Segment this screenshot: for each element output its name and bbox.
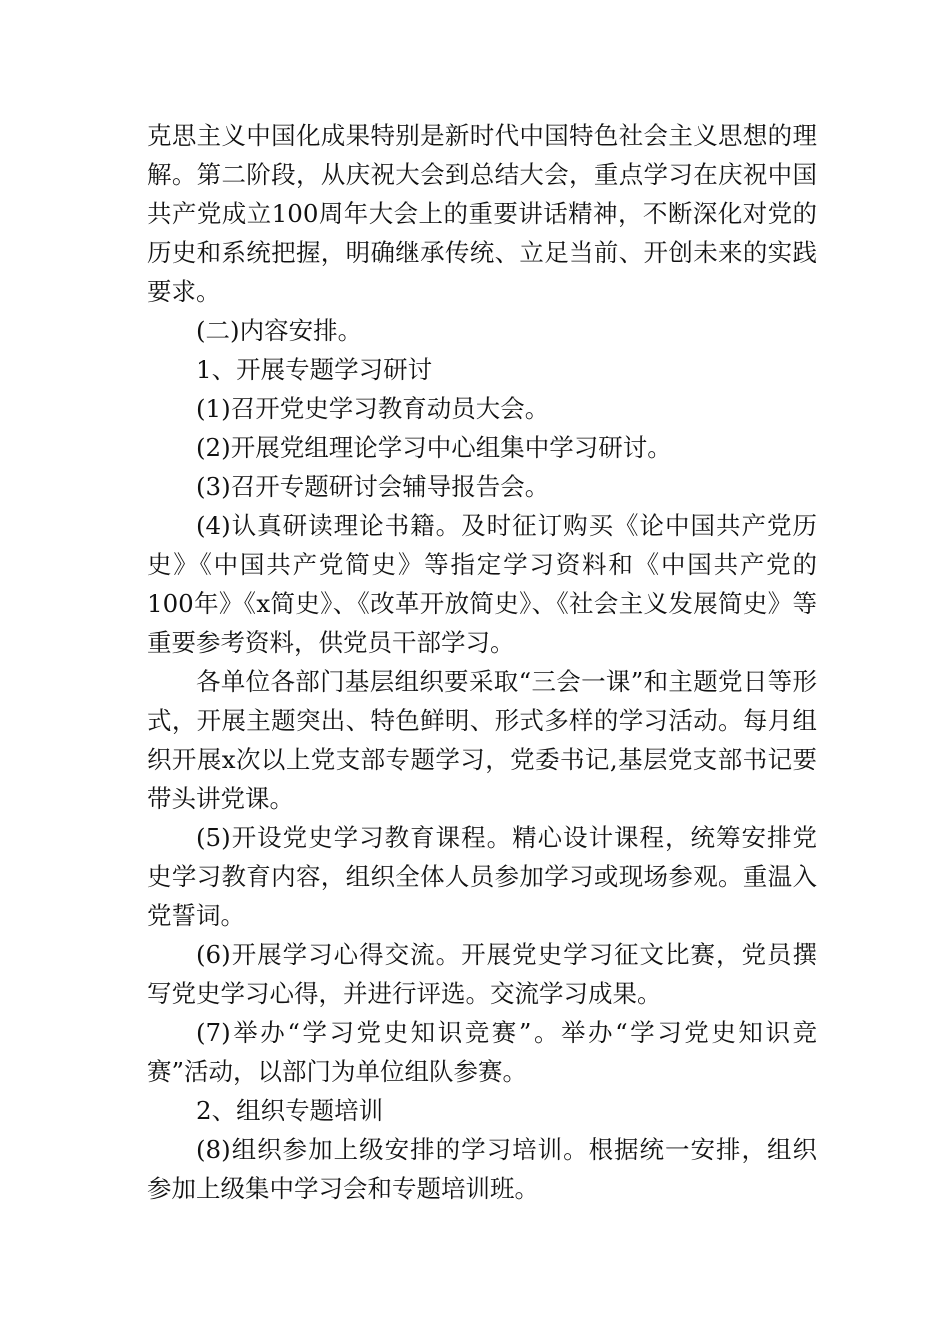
list-item-3: (3)召开专题研讨会辅导报告会。: [196, 472, 550, 501]
paragraph-grassroots-activities: 各单位各部门基层组织要采取“三会一课”和主题党日等形式，开展主题突出、特色鲜明、形式多样的学习活动。每月组织开展x次以上党支部专题学习，党委书记,基层党支部书记要带头讲党课。: [147, 667, 817, 813]
subheading-thematic-study: 1、开展专题学习研讨: [196, 355, 433, 384]
paragraph-intro-continuation: 克思主义中国化成果特别是新时代中国特色社会主义思想的理解。第二阶段，从庆祝大会到总结大会，重点学习在庆祝中国共产党成立100周年大会上的重要讲话精神，不断深化对党的历史和系统把握，明确继承传统、立足当前、开创未来的实践要求。: [147, 121, 817, 306]
list-item-8: (8)组织参加上级安排的学习培训。根据统一安排，组织参加上级集中学习会和专题培训班。: [147, 1135, 817, 1203]
list-item-1: (1)召开党史学习教育动员大会。: [196, 394, 550, 423]
list-item-6: (6)开展学习心得交流。开展党史学习征文比赛，党员撰写党史学习心得，并进行评选。交流学习成果。: [147, 940, 817, 1008]
list-item-2: (2)开展党组理论学习中心组集中学习研讨。: [196, 433, 672, 462]
list-item-5: (5)开设党史学习教育课程。精心设计课程，统筹安排党史学习教育内容，组织全体人员参加学习或现场参观。重温入党誓词。: [147, 823, 817, 930]
section-heading-content-arrangement: (二)内容安排。: [196, 316, 363, 345]
document-body: [147, 116, 817, 1208]
list-item-7: (7)举办“学习党史知识竞赛”。举办“学习党史知识竞赛”活动，以部门为单位组队参赛。: [147, 1018, 817, 1086]
list-item-4: (4)认真研读理论书籍。及时征订购买《论中国共产党历史》《中国共产党简史》等指定学习资料和《中国共产党的100年》《x简史》、《改革开放简史》、《社会主义发展简史》等重要参考资料，供党员干部学习。: [147, 511, 817, 657]
subheading-special-training: 2、组织专题培训: [196, 1096, 384, 1125]
